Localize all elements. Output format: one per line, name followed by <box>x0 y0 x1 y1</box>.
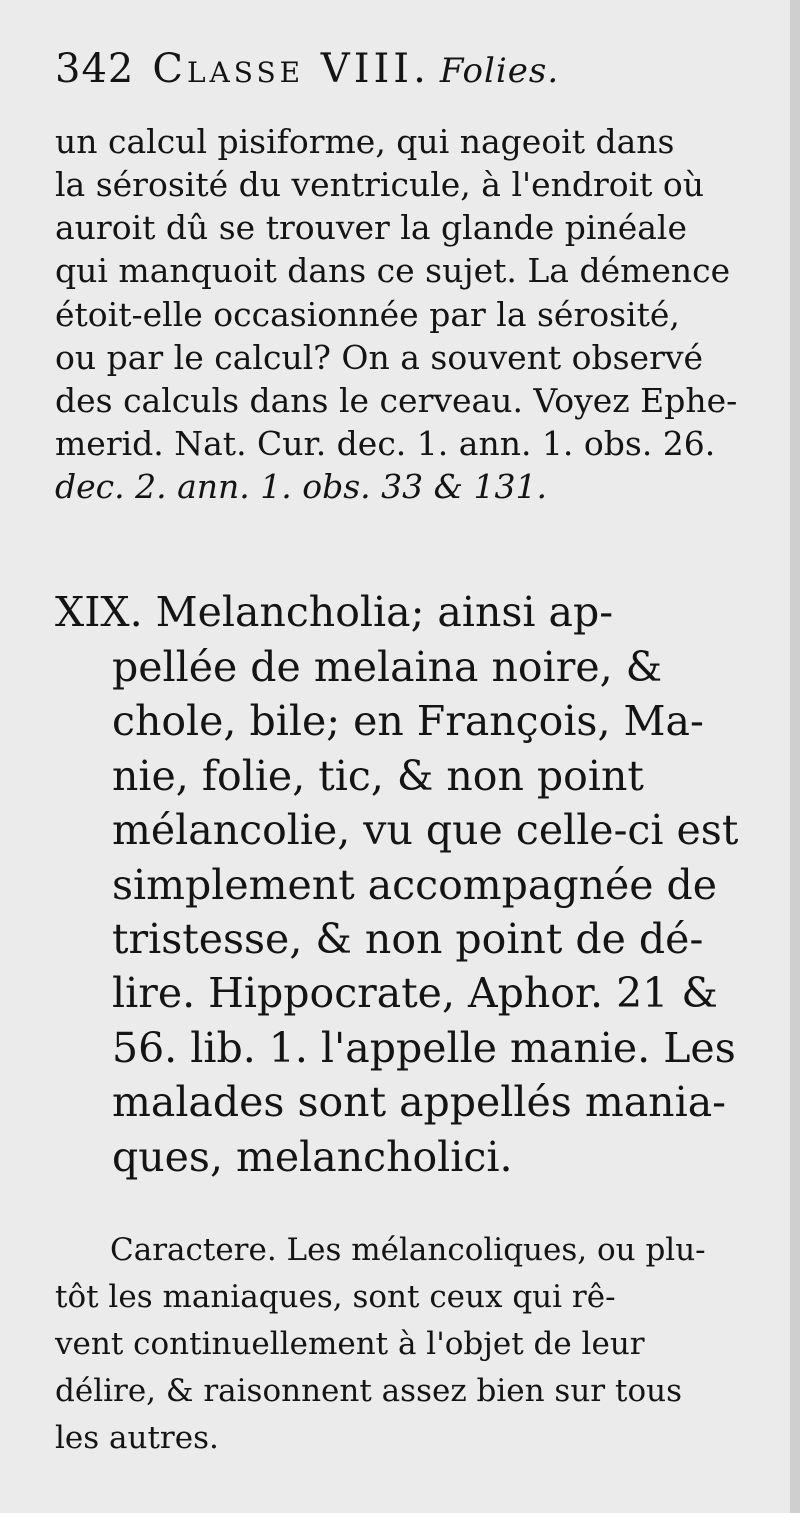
text-line: qui manquoit dans ce sujet. La démence <box>55 251 731 290</box>
class-label: Classe VIII. <box>152 46 430 92</box>
text-line: chole, bile; en François, Ma- <box>112 697 704 745</box>
text-line: lire. Hippocrate, Aphor. 21 & <box>112 969 718 1017</box>
text-line: 56. lib. 1. l'appelle manie. Les <box>112 1024 736 1072</box>
text-line: les autres. <box>55 1420 219 1456</box>
text-line: simplement accompagnée de <box>112 861 718 909</box>
text-line: vent continuellement à l'objet de leur <box>55 1326 645 1362</box>
text-line: mélancolie, vu que celle-ci est <box>112 806 739 854</box>
text-line: pellée de melaina noire, & <box>112 643 663 691</box>
text-line: tristesse, & non point de dé- <box>112 915 704 963</box>
entry-heading-line: XIX. Melancholia; ainsi ap- <box>55 588 614 636</box>
running-header <box>55 46 559 92</box>
text-line: malades sont appellés mania- <box>112 1078 726 1126</box>
text-line: un calcul pisiforme, qui nageoit dans <box>55 122 675 161</box>
text-line: ou par le calcul? On a souvent observé <box>55 338 704 377</box>
text-line: la sérosité du ventricule, à l'endroit où <box>55 165 705 204</box>
section-title: Folies. <box>439 51 560 91</box>
text-line: ques, melancholici. <box>112 1133 513 1181</box>
text-line: auroit dû se trouver la glande pinéale <box>55 208 687 247</box>
text-line: merid. Nat. Cur. dec. 1. ann. 1. obs. 26. <box>55 424 716 463</box>
text-line: des calculs dans le cerveau. Voyez Ephe- <box>55 381 738 420</box>
page-number: 342 <box>55 46 135 92</box>
text-line: délire, & raisonnent assez bien sur tous <box>55 1373 682 1409</box>
text-line: nie, folie, tic, & non point <box>112 752 644 800</box>
text-line: dec. 2. ann. 1. obs. 33 & 131. <box>55 467 547 506</box>
text-line: Caractere. Les mélancoliques, ou plu- <box>110 1232 706 1268</box>
text-line: tôt les maniaques, sont ceux qui rê- <box>55 1279 616 1315</box>
page-edge <box>790 0 800 1513</box>
text-line: étoit-elle occasionnée par la sérosité, <box>55 295 680 334</box>
